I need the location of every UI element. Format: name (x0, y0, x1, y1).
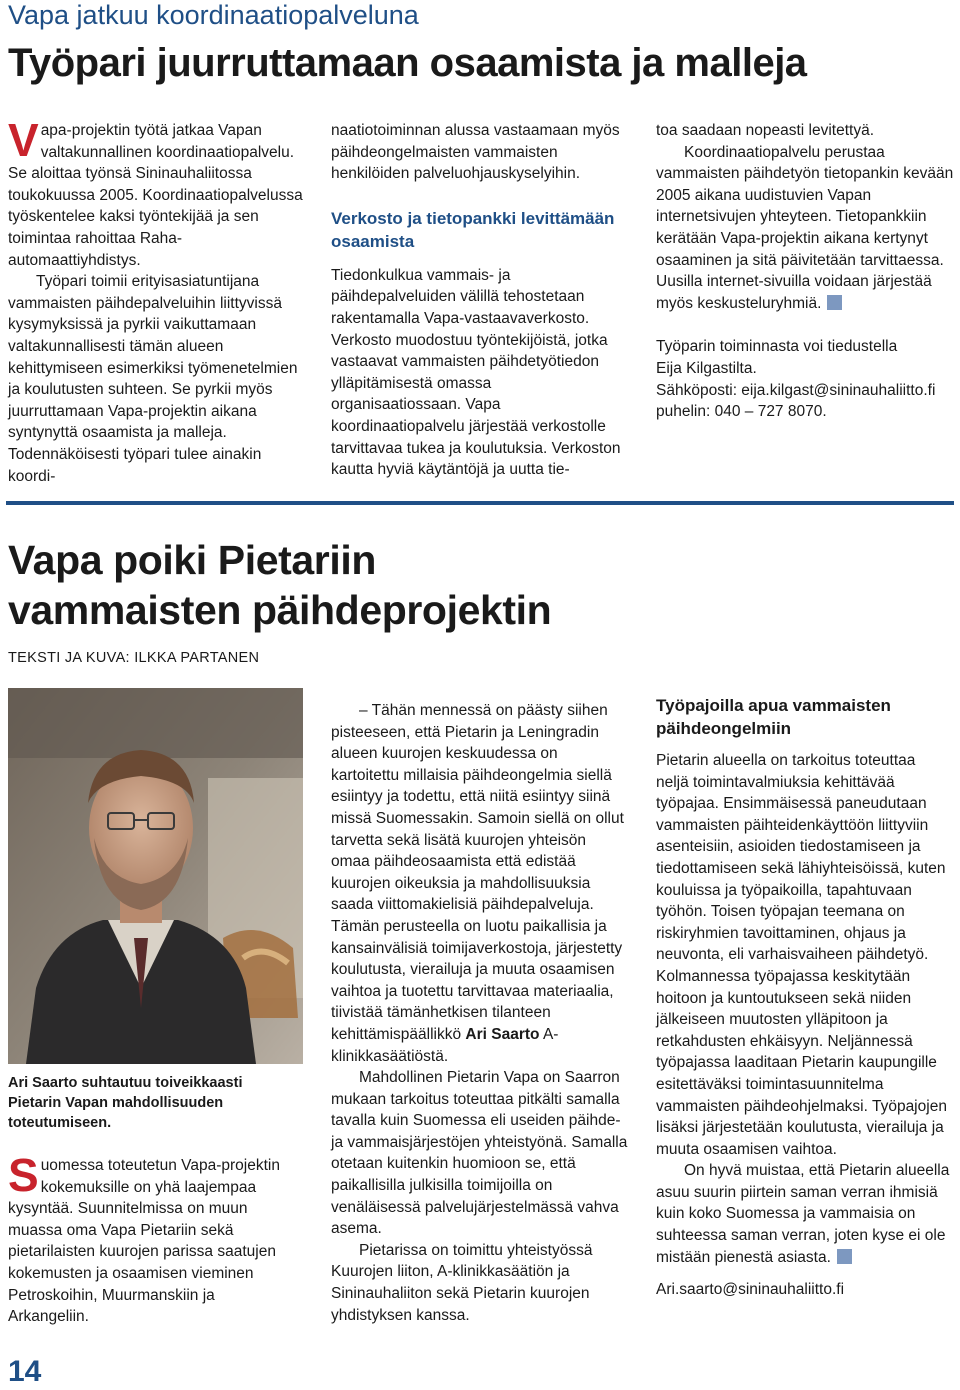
article1-column-2 (331, 120, 621, 481)
article2-title-line-1: Vapa poiki Pietariin (8, 537, 376, 583)
dropcap-v: V (8, 114, 39, 166)
person-name: Ari Saarto (465, 1025, 540, 1043)
article1-col3-paragraph-1: toa saadaan nopeasti levitettyä. (656, 122, 875, 139)
dropcap-s: S (8, 1149, 39, 1201)
article1-subhead: Verkosto ja tietopankki levittämään osaamista (331, 208, 615, 251)
end-mark-icon (827, 295, 842, 310)
article1-col2-paragraph-2: Tiedonkulkua vammais- ja päihdepalveluiden välillä tehostetaan rakentamalla Vapa-vastaavaverkosto. Verkosto muodostuu työntekijöistä, jotka vastaavat vammaisten päihdetyötiedon ylläpitämisestä omassa organisaatiossaan. Vapa koordinaatiopalvelu järjestää verkostolle tarvittavaa tukea ja koulutuksia. Verkoston kautta hyviä käytäntöjä ja uutta tie- (331, 266, 621, 479)
portrait-photo-illustration (8, 688, 303, 1064)
article2-col2-paragraph-1: – Tähän mennessä on päästy siihen pisteeseen, että Pietarin ja Leningradin alueen kuurojen keskuudessa on kartoitettu millaisia päihdeongelmia siellä esiintyy ja todettu, että niitä esiintyy siinä missä Suomessakin. Samoin siellä on ollut tarvetta sekä lisätä kuurojen yhteisön omaa päihdeosaamista että edistää kuurojen oikeuksia ja mahdollisuuksia saada viittomakielisiä päihdepalveluja. Tämän perusteella on luotu paikallisia ja kansainvälisiä toimijaverkostoja, järjestetty koulutusta, vierailuja ja muuta osaamisen vaihtoa ja tuotettu tarvittavaa materiaalia, tiivistää tämänhetkisen tilanteen kehittämispäällikkö Ari Saarto A-klinikkasäätiöstä. (331, 702, 624, 1065)
article1-col1-paragraph-2: Työpari toimii erityisasiatuntijana vammaisten päihdepalveluihin liittyvissä kysymyksissä ja pyrkii vaikuttamaan valtakunnallisesti tämän alueen kehittymiseen esimerkiksi työmenetelmien ja koulutusten suhteen. Se pyrkii myös juurruttamaan Vapa-projektin aikana syntynyttä osaamista ja malleja. Todennäköisesti työpari tulee ainakin koordi- (8, 273, 298, 485)
article1-col3-paragraph-2: Koordinaatiopalvelu perustaa vammaisten päihdetyön tietopankin kevään 2005 aikana uudistuvien Vapan internetsivujen yhteyteen. Tietopankkiin kerätään Vapa-projektin aikana kertynyt osaaminen ja sitä päivitetään tarvittaessa. Uusilla internet-sivuilla voidaan järjestää myös keskusteluryhmiä. (656, 143, 954, 312)
article1-column-3 (656, 120, 956, 423)
article2-title-line-2: vammaisten päihdeprojektin (8, 587, 552, 633)
page-number: 14 (8, 1355, 42, 1388)
article2-col2-paragraph-2: Mahdollinen Pietarin Vapa on Saarron mukaan tarkoitus toteuttaa pitkälti samalla tavalla kuin Suomessa eli useiden päihde- ja vammaisjärjestöjen yhteistyönä. Samalla otetaan kuitenkin huomioon se, että paikallisilla julkisilla toimijoilla on venäläisessä palvelujärjestelmässä vahva asema. (331, 1069, 628, 1238)
article1-kicker: Vapa jatkuu koordinaatiopalveluna (8, 0, 419, 30)
portrait-photo (8, 688, 303, 1064)
photo-caption: Ari Saarto suhtautuu toiveikkaasti Pietarin Vapan mahdollisuuden toteutumiseen. (8, 1075, 243, 1131)
contact-email: Sähköposti: eija.kilgast@sininauhaliitto.fi (656, 381, 936, 399)
article2-column-2 (331, 700, 629, 1326)
article2-col3-paragraph-1: Pietarin alueella on tarkoitus toteuttaa neljä toimintavalmiuksia kehittävää työpajaa. Ensimmäisessä paneudutaan vammaisten päihteidenkäyttöön liittyviin asenteisiin, asioiden tiedostamiseen ja tiedottamiseen sekä lähiyhteisöissä, kuten kouluissa ja työpaikoilla, tapahtuvaan työhön. Toisen työpajan teemana on riskiryhmien tavoittaminen, ohjaus ja neuvonta, eli varhaisvaiheen päihdetyö. Kolmannessa työpajassa keskitytään hoitoon ja kuntoutukseen sekä niiden jälkeiseen muutosten ylläpitoon ja retkahdusten ehkäisyyn. Neljännessä työpajassa laaditaan Pietarin kaupungille esitettäväksi toimintasuunnitelma vammaisten päihdeohjelmaksi. Työpajojen lisäksi järjestetään koulutusta, vierailuja ja muuta osaamisen vaihtoa. (656, 752, 947, 1158)
article2-subhead: Työpajoilla apua vammaisten päihdeongelmiin (656, 696, 891, 738)
article1-col1-paragraph-1: Vapa-projektin työtä jatkaa Vapan valtakunnallinen koordinaatiopalvelu. Se aloittaa työnsä Sininauhaliitossa toukokuussa 2005. Koordinaatiopalvelussa työskentelee kaksi työntekijää ja sen toimintaa rahoittaa Raha-automaattiyhdistys. (8, 114, 303, 269)
article2-col3-paragraph-2: On hyvä muistaa, että Pietarin alueella asuu suurin piirtein saman verran ihmisiä kuin koko Suomessa ja vammaisia on suhteessa saman verran, joten kyse ei ole mistään pienestä asiasta. (656, 1162, 950, 1266)
article1-title: Työpari juurruttamaan osaamista ja malleja (8, 41, 807, 85)
article2-column-3 (656, 694, 952, 1301)
article2-col1-paragraph-1: Suomessa toteutetun Vapa-projektin kokemuksille on yhä laajempaa kysyntää. Suunnitelmissa on muun muassa oma Vapa Pietariin sekä pietarilaisten kuurojen parissa saatujen kokemusten ja osaamisen vieminen Petroskoihin, Muurmanskiin ja Arkangeliin. (8, 1149, 280, 1326)
article1-col2-paragraph-1: naatiotoiminnan alussa vastaamaan myös päihdeongelmaisten vammaisten henkilöiden palveluohjauskyselyihin. (331, 122, 620, 183)
author-email: Ari.saarto@sininauhaliitto.fi (656, 1281, 845, 1299)
contact-name: Eija Kilgastilta. (656, 359, 757, 377)
article2-col2-paragraph-3: Pietarissa on toimittu yhteistyössä Kuurojen liiton, A-klinikkasäätiön ja Sininauhaliiton sekä Pietarin kuurojen yhdistyksen kanssa. (331, 1241, 593, 1324)
article2-column-1 (8, 1149, 298, 1328)
contact-phone: puhelin: 040 – 727 8070. (656, 403, 827, 421)
article2-title (8, 535, 551, 635)
byline: TEKSTI JA KUVA: ILKKA PARTANEN (8, 650, 260, 666)
article1-column-1 (8, 114, 303, 487)
end-mark-icon (837, 1249, 852, 1264)
contact-intro: Työparin toiminnasta voi tiedustella (656, 338, 898, 356)
section-divider (6, 501, 954, 505)
